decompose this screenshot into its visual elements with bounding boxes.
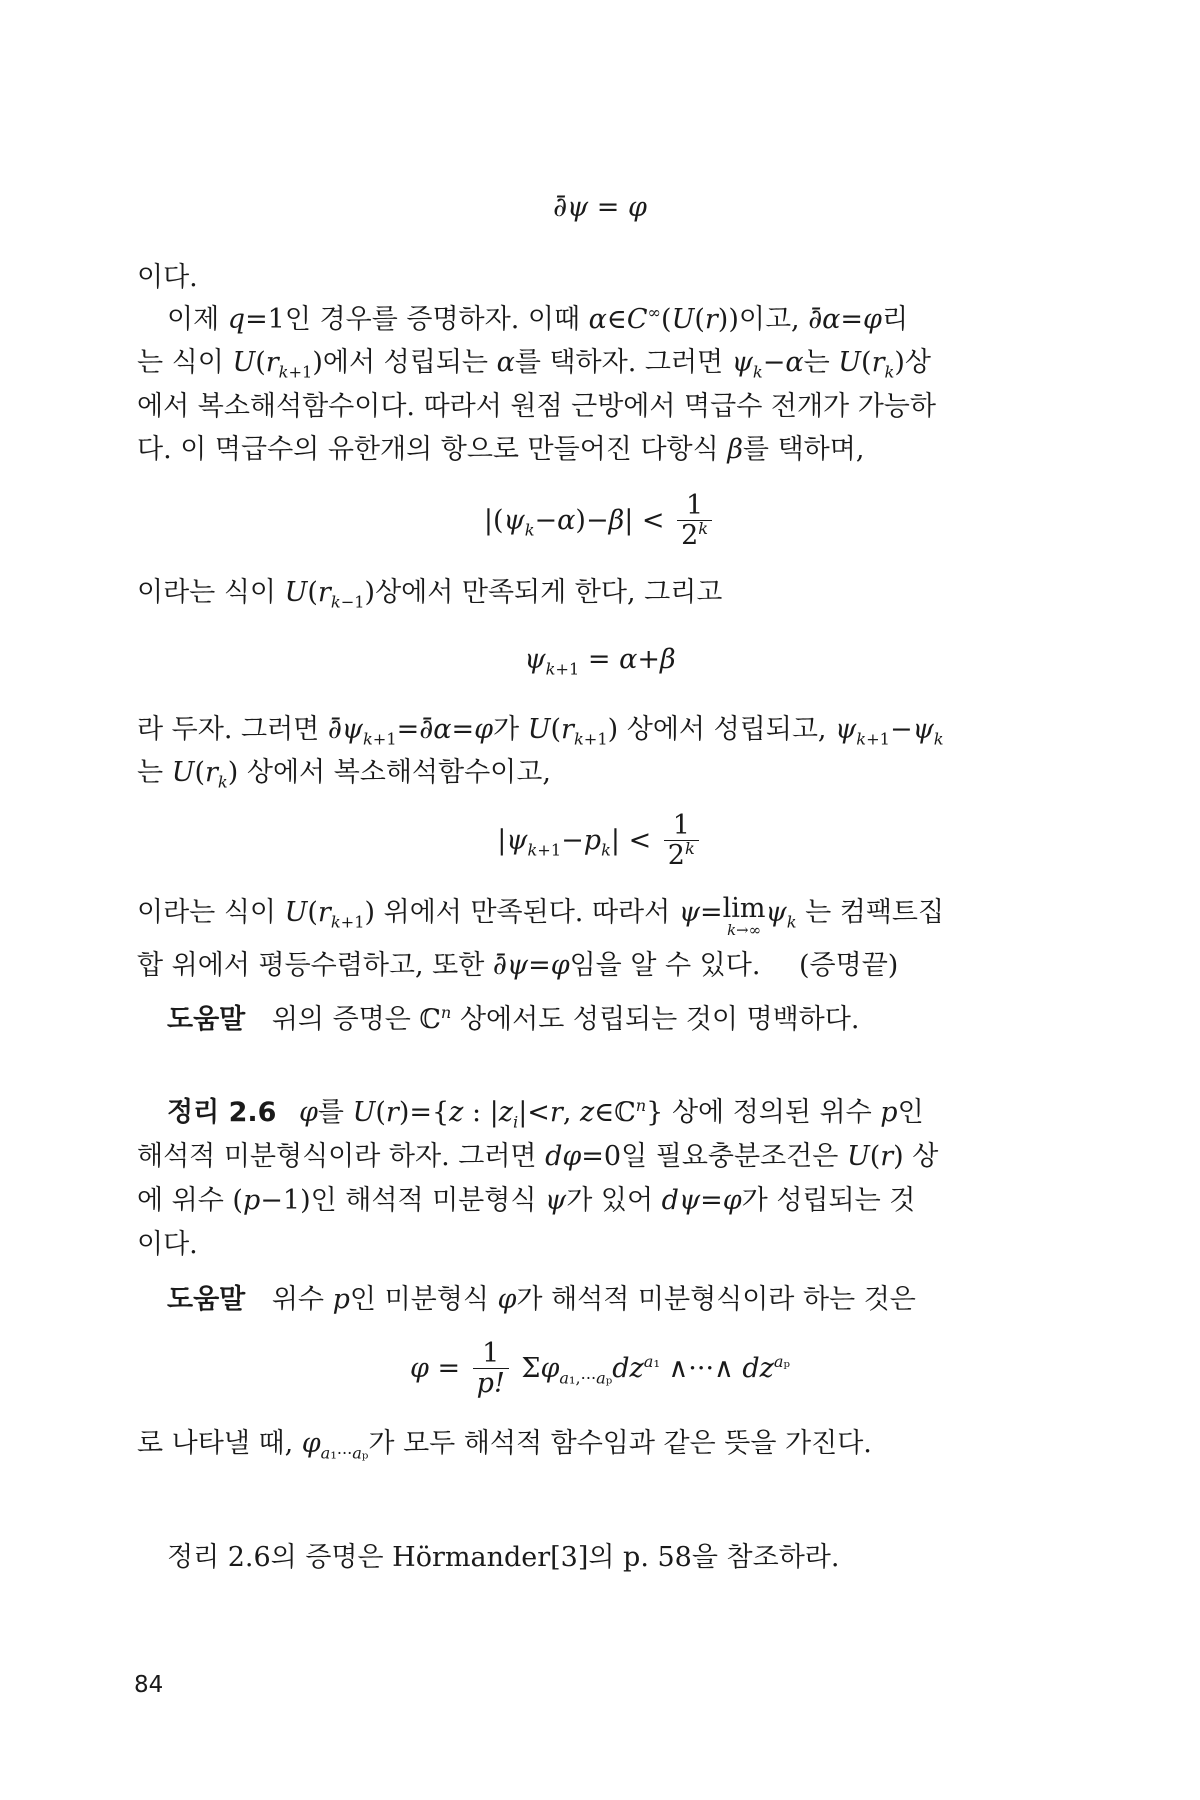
text-span: 이라는 식이	[137, 577, 276, 608]
fraction-numerator: 1	[664, 812, 699, 841]
text-span: 상에서 성립되고,	[626, 714, 827, 745]
text-span: 상	[912, 1141, 939, 1172]
text-span: 는	[803, 347, 830, 378]
remark-term: 도움말	[167, 1004, 246, 1035]
fraction-numerator: 1	[473, 1340, 509, 1369]
equation-psi-k-plus-1: $\psi_{k+1} = \alpha+\beta$	[524, 644, 676, 679]
text-span: 는	[137, 757, 164, 788]
text-span: 가 성립되는 것	[741, 1185, 916, 1216]
eq1-op: =	[596, 192, 620, 223]
paragraph-line: 에서 복소해석함수이다. 따라서 원점 근방에서 멱급수 전개가 가능하	[137, 391, 936, 422]
fraction	[664, 812, 699, 871]
text-span: 인 경우를 증명하자. 이때	[284, 304, 581, 335]
fraction-denominator: 2$^k$	[681, 519, 709, 552]
text-span: 상에서 복소해석함수이고,	[246, 757, 551, 788]
fraction-numerator: 1	[677, 492, 712, 521]
text-span: 상	[904, 347, 931, 378]
paragraph-line: 이제 q=1인 경우를 증명하자. 이때 α∈C∞(U(r))이고, ∂̄α=φ리	[167, 303, 909, 335]
equation-differential-form: φ = $\frac{1}{p!}$ $\Sigma\varphi_{a_1,\cdot\cdot\cdot a_p}dz^{a_1}$ ∧···∧ $dz^{a_p}$	[409, 1338, 791, 1400]
fraction-denominator: 2$^k$	[667, 839, 695, 872]
text-span: 상에서도 성립되는 것이 명백하다.	[459, 1004, 860, 1035]
paragraph-line: 이라는 식이 $U(r_{k+1})$ 위에서 만족된다. 따라서 ψ=lim k→∞ $\psi_k$ 는 컴팩트집	[137, 893, 945, 939]
text-span: 2	[667, 840, 685, 872]
text-span: 가 모두 해석적 함수임과 같은 뜻을 가진다.	[368, 1428, 872, 1459]
theorem-term: 정리 2.6	[167, 1097, 277, 1128]
remark-line: 도움말 위의 증명은 ℂ$^n$ 상에서도 성립되는 것이 명백하다.	[167, 1003, 860, 1035]
theorem-line: 정리 2.6 φ를 U(r)={z : $|z_i|<r$, z∈ℂ$^n$} 상에 정의된 위수 p인	[167, 1096, 924, 1132]
text-span: 인	[897, 1097, 924, 1128]
text-span: 상에 정의된 위수	[671, 1097, 872, 1128]
text-span: 가	[493, 714, 520, 745]
paragraph-line: 이다.	[137, 262, 198, 293]
theorem-line: 해석적 미분형식이라 하자. 그러면 dφ=0일 필요충분조건은 U(r) 상	[137, 1141, 939, 1172]
reference-note: 정리 2.6의 증명은 Hörmander[3]의 p. 58을 참조하라.	[167, 1542, 840, 1573]
text-span: 합 위에서 평등수렴하고, 또한	[137, 950, 485, 981]
remark-line: 로 나타낼 때, $\varphi_{a_1\cdot\cdot\cdot a_p}$가 모두 해석적 함수임과 같은 뜻을 가진다.	[137, 1428, 872, 1463]
text-span: 일 필요충분조건은	[621, 1141, 839, 1172]
fraction	[473, 1340, 509, 1399]
limit-subscript: k→∞	[727, 921, 761, 939]
page-number: 84	[134, 1672, 164, 1698]
text-span: 2	[681, 520, 699, 552]
remark-term: 도움말	[167, 1284, 246, 1315]
text-span: 에 위수	[137, 1185, 224, 1216]
text-span: 에서 성립되는	[322, 347, 488, 378]
text-span: 리	[881, 304, 909, 335]
text-span: 위수	[271, 1284, 325, 1315]
text-span: 로 나타낼 때,	[137, 1428, 294, 1459]
text-span: 는 컴팩트집	[805, 897, 945, 928]
paragraph-line: 합 위에서 평등수렴하고, 또한 ∂̄ψ=φ임을 알 수 있다. (증명끝)	[137, 950, 899, 981]
text-span: 이제	[167, 304, 220, 335]
text-span: 다. 이 멱급수의 유한개의 항으로 만들어진 다항식	[137, 434, 719, 465]
text-span: 인 미분형식	[349, 1284, 489, 1315]
text-span: 가 해석적 미분형식이라 하는 것은	[516, 1284, 916, 1315]
text-span: 인 해석적 미분형식	[310, 1185, 537, 1216]
eq1-rhs: φ	[628, 192, 647, 223]
text-span: 해석적 미분형식이라 하자. 그러면	[137, 1141, 537, 1172]
fraction-denominator: p!	[476, 1368, 505, 1400]
eq1-lhs: ∂̄ψ	[553, 192, 589, 223]
text-span: 상에서 만족되게 한다, 그리고	[375, 577, 723, 608]
text-span: 이라는 식이	[137, 897, 276, 928]
paragraph-line: 이라는 식이 $U(r_{k-1})$상에서 만족되게 한다, 그리고	[137, 577, 723, 612]
theorem-line: 이다.	[137, 1229, 198, 1260]
text-span: lim	[722, 893, 766, 924]
text-span: 라 두자. 그러면	[137, 714, 320, 745]
paragraph-line: 라 두자. 그러면 $\partial̄\psi_{k+1}=\partial̄\alpha=\varphi$가 $U(r_{k+1})$ 상에서 성립되고, $\psi_{k+1}-\psi_k$	[137, 714, 944, 749]
equation-inequality-beta: $|(\psi_k-\alpha)-\beta|$ < $\frac{1}{2^k}$	[0, 492, 1200, 551]
text-span: 는 식이	[137, 347, 224, 378]
paragraph-line: 는 $U(r_k)$ 상에서 복소해석함수이고,	[137, 757, 551, 792]
equation-inequality-difference: $|\psi_{k+1}-p_k|$ < $\frac{1}{2^k}$	[0, 812, 1200, 871]
text-span: 를 택하자. 그러면	[514, 347, 724, 378]
text-span: 가 있어	[566, 1185, 654, 1216]
text-span: 이고,	[738, 304, 800, 335]
text-span: 를 택하며,	[742, 434, 865, 465]
theorem-line: 에 위수 (p−1)인 해석적 미분형식 ψ가 있어 dψ=φ가 성립되는 것	[137, 1185, 916, 1216]
text-span: 위의 증명은	[271, 1004, 411, 1035]
equation-dbar-psi	[0, 190, 1200, 226]
paragraph-line: 는 식이 $U(r_{k+1})$에서 성립되는 α를 택하자. 그러면 $\psi_k-\alpha$는 $U(r_k)$상	[137, 347, 931, 382]
text-span: 위에서 만족된다. 따라서	[383, 897, 671, 928]
paragraph-line: 다. 이 멱급수의 유한개의 항으로 만들어진 다항식 β를 택하며,	[137, 434, 865, 465]
remark-line: 도움말 위수 p인 미분형식 φ가 해석적 미분형식이라 하는 것은	[167, 1284, 916, 1315]
limit-operator	[723, 895, 766, 938]
qed-marker: (증명끝)	[799, 950, 899, 981]
fraction	[677, 492, 712, 551]
text-span: 를	[317, 1097, 344, 1128]
text-span: 임을 알 수 있다.	[569, 950, 761, 981]
